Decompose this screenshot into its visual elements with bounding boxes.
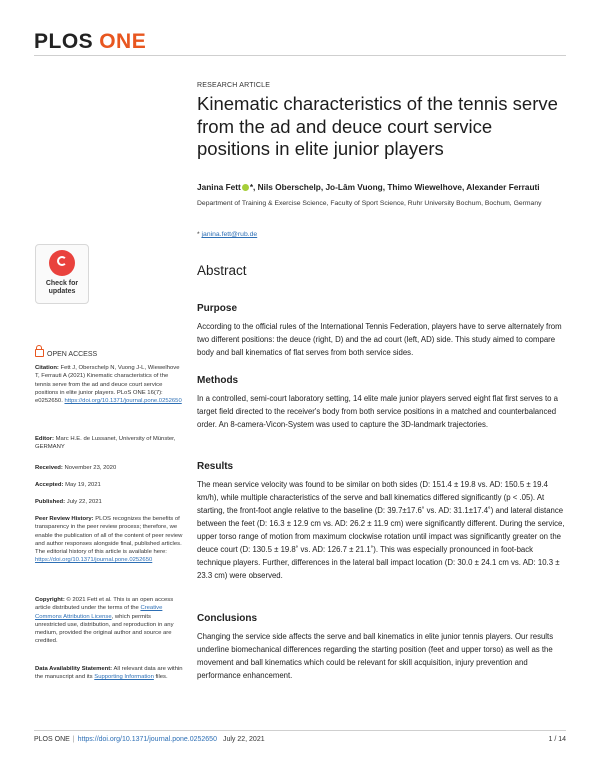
accepted-date: Accepted: May 19, 2021 [35,482,101,488]
badge-line-2: updates [48,288,76,295]
citation-block: Citation: Fett J, Oberschelp N, Vuong J-L, Wiewelhove T, Ferrauti A (2021) Kinematic characteristics of the tennis serve from the ad and deuce court service positions in elite junior players. PLoS ONE 16(7): e0252650. https://doi.org/10.1371/journal.pone.0252650 [35,365,182,405]
conclusions-text: Changing the service side affects the serve and ball kinematics in elite junior tennis players. Our results underline biomechanical differences regarding the starting position (feet and upper torso) as well as the movement and ball kinematics which could be relevant for skill acquisition, injury prevention and performance enhancement. [197,632,554,680]
supporting-info-link[interactable]: Supporting Information [94,674,154,681]
article-type: RESEARCH ARTICLE [197,82,271,89]
header-divider [34,55,566,56]
affiliation: Department of Training & Exercise Science, Faculty of Sport Science, Ruhr University Bochum, Bochum, Germany [197,200,542,207]
page-number: 1 / 14 [548,736,566,743]
results-text: The mean service velocity was found to be similar on both sides (D: 151.4 ± 19.8 vs. AD: 150.5 ± 19.4 km/h), while multiple characteristics of the serve and ball kinematics differed significantly (p < .05). At starting, the front-foot angle relative to the baseline (D: 39.7±17.6˚ vs. AD: 31.1±17.4˚) and lateral distance between the feet (D: 16.3 ± 12.9 cm vs. AD: 26.2 ± 11.9 cm) were significantly different. During the service, upper torso range of motion from maximum clockwise rotation until impact was significantly greater on the deuce court (D: 130.5 ± 19.8˚ vs. AD: 126.7 ± 21.1˚). This was especially pronounced in foot-back technique players. Further, differences in the lateral ball impact location (D: 30.0 ± 24.1 cm vs. AD: 10.3 ± 23.3 cm) were observed. [197,480,565,580]
purpose-heading: Purpose [197,303,238,314]
footer-divider [34,730,566,731]
open-access-label: OPEN ACCESS [35,348,183,359]
corresponding-mark: * [249,182,254,192]
footer-doi-link[interactable]: https://doi.org/10.1371/journal.pone.0252650 [77,736,217,743]
orcid-icon[interactable] [242,184,249,191]
email-star: * [197,231,200,238]
cc-license-link[interactable]: Creative Commons Attribution License [35,605,163,620]
data-availability: Data Availability Statement: All relevant data are within the manuscript and its Supporting Information files. [35,666,183,681]
received-date: Received: November 23, 2020 [35,465,117,471]
plos-one-logo [34,30,146,54]
results-heading: Results [197,461,234,472]
first-author[interactable]: Janina Fett [197,182,241,192]
purpose-text: According to the official rules of the International Tennis Federation, players have to serve alternately from two different positions: the deuce (right, D) and the ad court (left, AD) side. This study aimed to compare body and ball kinematics of flat serves from both service sides. [197,322,562,357]
check-for-updates-badge[interactable] [35,244,89,304]
methods-text: In a controlled, semi-court laboratory setting, 14 elite male junior players served eight flat first serves to a target field directed to the receiver's body from both service positions in a matched and counterbalanced order. An 8-camera-Vicon-System was used to capture the 3D-landmark trajectories. [197,394,558,429]
copyright-block: Copyright: © 2021 Fett et al. This is an open access article distributed under the terms of the Creative Commons Attribution License, which permits unrestricted use, distribution, and reproduction in any medium, provided the original author and source are credited. [35,597,174,645]
email-link[interactable]: janina.fett@rub.de [201,231,258,238]
logo-plos-text: PLOS [34,30,94,53]
author-list [197,182,567,192]
abstract-heading: Abstract [197,263,247,278]
peer-review-link[interactable]: https://doi.org/10.1371/journal.pone.0252650 [35,557,153,564]
footer-date: July 22, 2021 [222,736,265,743]
editor-block: Editor: Marc H.E. de Lussanet, University of Münster, GERMANY [35,436,176,451]
article-title: Kinematic characteristics of the tennis serve from the ad and deuce court service positions in elite junior players [197,93,558,159]
published-date: Published: July 22, 2021 [35,499,102,505]
peer-review-history: Peer Review History: PLOS recognizes the benefits of transparency in the peer review process; therefore, we enable the publication of all of the content of peer review and author responses alongside final, published articles. The editorial history of this article is available here: https://doi.org/10.1371/journal.pone.0252650 [35,516,183,564]
badge-line-1: Check for [45,280,79,287]
other-authors: , Nils Oberschelp, Jo-Lâm Vuong, Thimo Wiewelhove, Alexander Ferrauti [253,182,540,192]
methods-heading: Methods [197,375,239,386]
crossmark-icon [49,250,75,276]
corresponding-email [197,231,567,238]
conclusions-heading: Conclusions [197,613,258,624]
footer-journal: PLOS ONE [34,736,70,743]
open-lock-icon [35,349,44,357]
logo-one-text: ONE [99,30,147,53]
page-footer: PLOS ONE | https://doi.org/10.1371/journal.pone.0252650 July 22, 2021 [34,736,265,743]
citation-doi-link[interactable]: https://doi.org/10.1371/journal.pone.0252650 [64,398,182,405]
